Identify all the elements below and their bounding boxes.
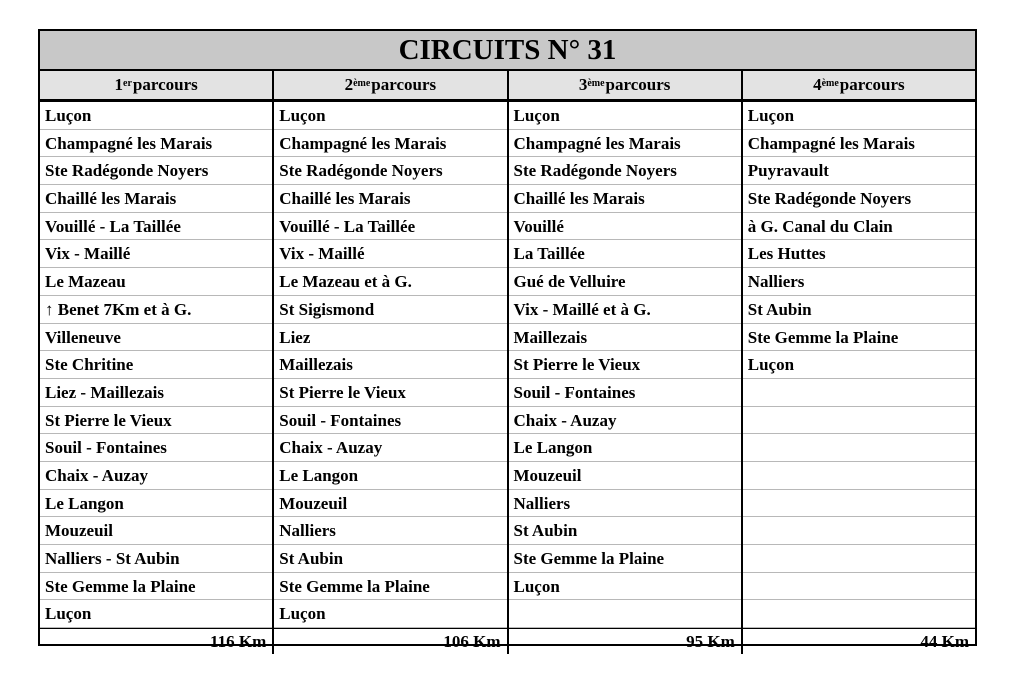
stop-cell: Ste Radégonde Noyers <box>40 157 272 185</box>
stop-cell: Champagné les Marais <box>509 130 741 158</box>
stop-cell <box>743 434 975 462</box>
stop-cell: Nalliers <box>509 490 741 518</box>
stop-cell: St Aubin <box>743 296 975 324</box>
stop-cell: Les Huttes <box>743 240 975 268</box>
stop-cell: Ste Radégonde Noyers <box>274 157 506 185</box>
stop-cell: Maillezais <box>509 324 741 352</box>
stop-cell: Vix - Maillé et à G. <box>509 296 741 324</box>
stop-cell: Vouillé - La Taillée <box>274 213 506 241</box>
stop-cell: Puyravault <box>743 157 975 185</box>
route-2-column <box>274 102 508 628</box>
route-2-distance: 106 Km <box>274 629 508 654</box>
route-1-header: 1 $^{er}$ parcours <box>40 71 274 99</box>
stop-cell: Nalliers <box>274 517 506 545</box>
stop-cell: Mouzeuil <box>509 462 741 490</box>
header-row <box>40 71 975 102</box>
stop-cell: Le Mazeau <box>40 268 272 296</box>
stop-cell <box>743 545 975 573</box>
stop-cell: Villeneuve <box>40 324 272 352</box>
stop-cell: Le Langon <box>274 462 506 490</box>
stop-cell <box>743 573 975 601</box>
stop-cell: Luçon <box>509 573 741 601</box>
route-columns <box>40 102 975 628</box>
stop-cell: La Taillée <box>509 240 741 268</box>
circuits-table <box>38 29 977 652</box>
stop-cell: Ste Gemme la Plaine <box>743 324 975 352</box>
stop-cell: Vix - Maillé <box>274 240 506 268</box>
stop-cell: St Pierre le Vieux <box>40 407 272 435</box>
stop-cell: Liez <box>274 324 506 352</box>
stop-cell <box>743 490 975 518</box>
stop-cell: Vouillé <box>509 213 741 241</box>
stop-cell: St Pierre le Vieux <box>274 379 506 407</box>
stop-cell: Ste Gemme la Plaine <box>509 545 741 573</box>
stop-cell: Champagné les Marais <box>743 130 975 158</box>
stop-cell: Vix - Maillé <box>40 240 272 268</box>
stop-cell: Luçon <box>743 351 975 379</box>
stop-cell: Maillezais <box>274 351 506 379</box>
stop-cell: Chaillé les Marais <box>274 185 506 213</box>
stop-cell: Chaix - Auzay <box>40 462 272 490</box>
stop-cell <box>743 517 975 545</box>
stop-cell: Chaillé les Marais <box>40 185 272 213</box>
stop-cell: Vouillé - La Taillée <box>40 213 272 241</box>
stop-cell: St Sigismond <box>274 296 506 324</box>
stop-cell: Luçon <box>40 102 272 130</box>
stop-cell: Nalliers - St Aubin <box>40 545 272 573</box>
stop-cell: Luçon <box>509 102 741 130</box>
stop-cell: Souil - Fontaines <box>509 379 741 407</box>
stop-cell: Luçon <box>274 600 506 628</box>
stop-cell <box>743 462 975 490</box>
stop-cell: Chaillé les Marais <box>509 185 741 213</box>
stop-cell: ↑ Benet 7Km et à G. <box>40 296 272 324</box>
route-3-column <box>509 102 743 628</box>
stop-cell: Luçon <box>274 102 506 130</box>
stop-cell: St Pierre le Vieux <box>509 351 741 379</box>
stop-cell: Mouzeuil <box>40 517 272 545</box>
route-3-header: 3 $^{ème}$ parcours <box>509 71 743 99</box>
route-1-distance: 116 Km <box>40 629 274 654</box>
route-4-column <box>743 102 975 628</box>
stop-cell: St Aubin <box>274 545 506 573</box>
stop-cell: Le Langon <box>509 434 741 462</box>
route-4-distance: 44 Km <box>920 632 969 652</box>
stop-cell: Luçon <box>743 102 975 130</box>
stop-cell: Ste Radégonde Noyers <box>743 185 975 213</box>
stop-cell: Le Langon <box>40 490 272 518</box>
route-4-header: 4 $^{ème}$ parcours <box>813 75 905 94</box>
stop-cell: Mouzeuil <box>274 490 506 518</box>
distance-row <box>40 628 975 654</box>
route-3-distance: 95 Km <box>509 629 743 654</box>
stop-cell: St Aubin <box>509 517 741 545</box>
stop-cell: à G. Canal du Clain <box>743 213 975 241</box>
stop-cell: Souil - Fontaines <box>40 434 272 462</box>
stop-cell: Le Mazeau et à G. <box>274 268 506 296</box>
stop-cell: Nalliers <box>743 268 975 296</box>
stop-cell: Ste Gemme la Plaine <box>274 573 506 601</box>
table-title: CIRCUITS N° 31 <box>40 31 975 71</box>
stop-cell: Champagné les Marais <box>40 130 272 158</box>
stop-cell <box>509 600 741 628</box>
stop-cell <box>743 379 975 407</box>
stop-cell: Chaix - Auzay <box>509 407 741 435</box>
stop-cell: Gué de Velluire <box>509 268 741 296</box>
stop-cell: Ste Radégonde Noyers <box>509 157 741 185</box>
stop-cell: Souil - Fontaines <box>274 407 506 435</box>
route-2-header: 2 $^{ème}$ parcours <box>274 71 508 99</box>
stop-cell: Ste Chritine <box>40 351 272 379</box>
stop-cell <box>743 600 975 628</box>
stop-cell: Luçon <box>40 600 272 628</box>
stop-cell: Chaix - Auzay <box>274 434 506 462</box>
stop-cell: Champagné les Marais <box>274 130 506 158</box>
stop-cell: Liez - Maillezais <box>40 379 272 407</box>
route-1-column <box>40 102 274 628</box>
stop-cell <box>743 407 975 435</box>
stop-cell: Ste Gemme la Plaine <box>40 573 272 601</box>
